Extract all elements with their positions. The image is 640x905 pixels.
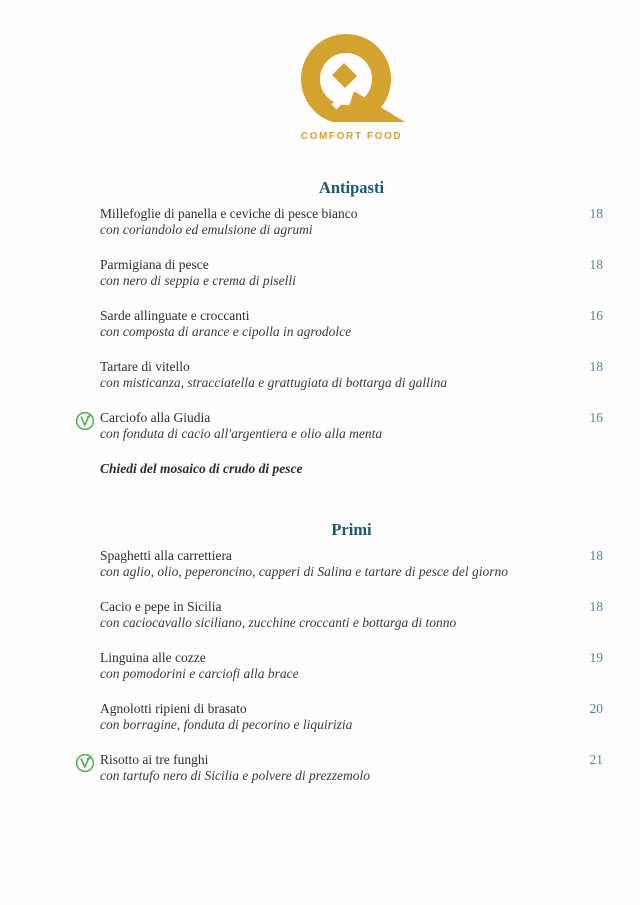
dish-description: con composta di arance e cipolla in agrodolce [100,324,352,339]
menu-item [100,359,603,391]
dish-price: 18 [589,257,603,272]
dish-price: 18 [589,599,603,614]
menu-page [100,0,603,803]
dish-name: Agnolotti ripieni di brasato [100,701,247,716]
dish-name: Risotto ai tre funghi [100,752,209,767]
dish-name: Cacio e pepe in Sicilia [100,599,222,614]
dish-price: 18 [589,548,603,563]
vegetarian-icon [75,753,95,773]
menu-item [100,752,603,784]
dish-name: Parmigiana di pesce [100,257,209,272]
dish-price: 16 [589,308,603,323]
dish-name: Millefoglie di panella e ceviche di pesce bianco [100,206,358,221]
menu-item [100,599,603,631]
section-title-primi: Primi [331,520,372,539]
menu-item [100,650,603,682]
dish-description: con nero di seppia e crema di piselli [100,273,296,288]
antipasti-list [100,206,603,442]
raw-fish-note: Chiedi del mosaico di crudo di pesce [100,461,303,476]
dish-name: Spaghetti alla carrettiera [100,548,232,563]
dish-price: 16 [589,410,603,425]
dish-name: Sarde allinguate e croccanti [100,308,250,323]
logo-wordmark: COMFORT FOOD [300,131,403,142]
dish-price: 18 [589,359,603,374]
dish-description: con coriandolo ed emulsione di agrumi [100,222,313,237]
restaurant-logo [100,33,603,142]
dish-description: con borragine, fonduta di pecorino e liquirizia [100,717,353,732]
menu-item [100,206,603,238]
dish-price: 19 [589,650,603,665]
dish-name: Carciofo alla Giudia [100,410,211,425]
menu-item [100,308,603,340]
dish-description: con fonduta di cacio all'argentiera e olio alla menta [100,426,383,441]
dish-description: con misticanza, stracciatella e grattugiata di bottarga di gallina [100,375,448,390]
dish-description: con tartufo nero di Sicilia e polvere di prezzemolo [100,768,370,783]
menu-item [100,548,603,580]
dish-name: Tartare di vitello [100,359,190,374]
dish-price: 18 [589,206,603,221]
menu-item [100,410,603,442]
section-title-antipasti: Antipasti [318,178,385,197]
menu-item [100,701,603,733]
dish-price: 20 [589,701,603,716]
logo-q-icon [298,33,405,125]
menu-item [100,257,603,289]
primi-list [100,548,603,784]
dish-price: 21 [589,752,603,767]
dish-name: Linguina alle cozze [100,650,206,665]
dish-description: con pomodorini e carciofi alla brace [100,666,299,681]
vegetarian-icon [75,411,95,431]
dish-description: con aglio, olio, peperoncino, capperi di Salina e tartare di pesce del giorno [100,564,509,579]
dish-description: con caciocavallo siciliano, zucchine croccanti e bottarga di tonno [100,615,457,630]
